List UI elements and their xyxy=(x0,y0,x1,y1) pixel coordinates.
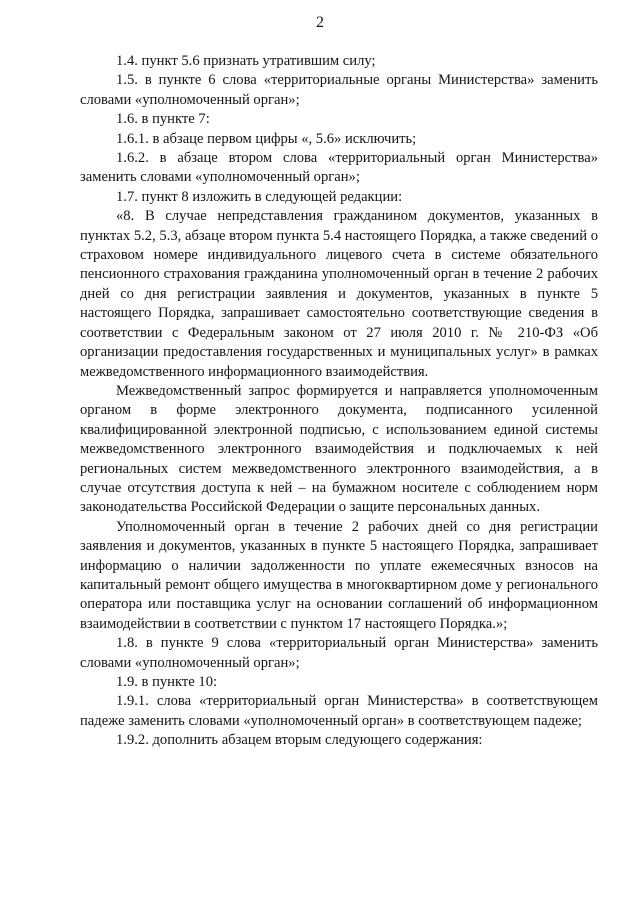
paragraph-1-8: 1.8. в пункте 9 слова «территориальный орган Министерства» заменить словами «уполномоченный орган»; xyxy=(80,635,598,671)
paragraph-1-9-2: 1.9.2. дополнить абзацем вторым следующего содержания: xyxy=(116,732,483,749)
paragraph-1-5: 1.5. в пункте 6 слова «территориальные органы Министерства» заменить словами «уполномоченный орган»; xyxy=(80,72,598,108)
document-body xyxy=(80,52,598,751)
paragraph-1-6-2: 1.6.2. в абзаце втором слова «территориальный орган Министерства» заменить словами «уполномоченный орган»; xyxy=(80,150,598,186)
paragraph-point-8: «8. В случае непредставления гражданином документов, указанных в пунктах 5.2, 5.3, абзаце втором пункта 5.4 настоящего Порядка, а также сведений о страховом номере индивидуального лицевого счета в системе обязательного пенсионного страхования гражданина уполномоченный орган в течение 2 рабочих дней со дня регистрации заявления и документов, указанных в пункте 5 настоящего Порядка, запрашивает самостоятельно соответствующие сведения в соответствии с Федеральным законом от 27 июля 2010 г. № 210-ФЗ «Об организации предоставления государственных и муниципальных услуг» в рамках межведомственного информационного взаимодействия. xyxy=(80,208,598,380)
paragraph-1-6-1: 1.6.1. в абзаце первом цифры «, 5.6» исключить; xyxy=(116,130,417,147)
paragraph-1-6: 1.6. в пункте 7: xyxy=(116,111,210,128)
paragraph-1-9: 1.9. в пункте 10: xyxy=(116,674,218,690)
paragraph-1-7: 1.7. пункт 8 изложить в следующей редакции: xyxy=(116,188,403,205)
page-number: 2 xyxy=(316,14,324,31)
paragraph-authorized-body: Уполномоченный орган в течение 2 рабочих дней со дня регистрации заявления и документов, указанных в пункте 5 настоящего Порядка, запрашивает информацию о наличии задолженности по уплате ежемесячных взносов на капитальный ремонт общего имущества в многоквартирном доме у регионального оператора или поставщика услуг на основании соглашений об информационном взаимодействии в соответствии с пунктом 17 настоящего Порядка.»; xyxy=(80,518,598,632)
paragraph-1-9-1: 1.9.1. слова «территориальный орган Министерства» в соответствующем падеже заменить словами «уполномоченный орган» в соответствующем падеже; xyxy=(80,693,598,729)
paragraph-1-4: 1.4. пункт 5.6 признать утратившим силу; xyxy=(116,53,376,69)
paragraph-interagency-request: Межведомственный запрос формируется и направляется уполномоченным органом в форме электронного документа, подписанного усиленной квалифицированной электронной подписью, с использованием единой системы межведомственного электронного взаимодействия и подключаемых к ней региональных систем межведомственного электронного взаимодействия, а в случае отсутствия доступа к ней – на бумажном носителе с соблюдением норм законодательства Российской Федерации о защите персональных данных. xyxy=(80,382,598,516)
